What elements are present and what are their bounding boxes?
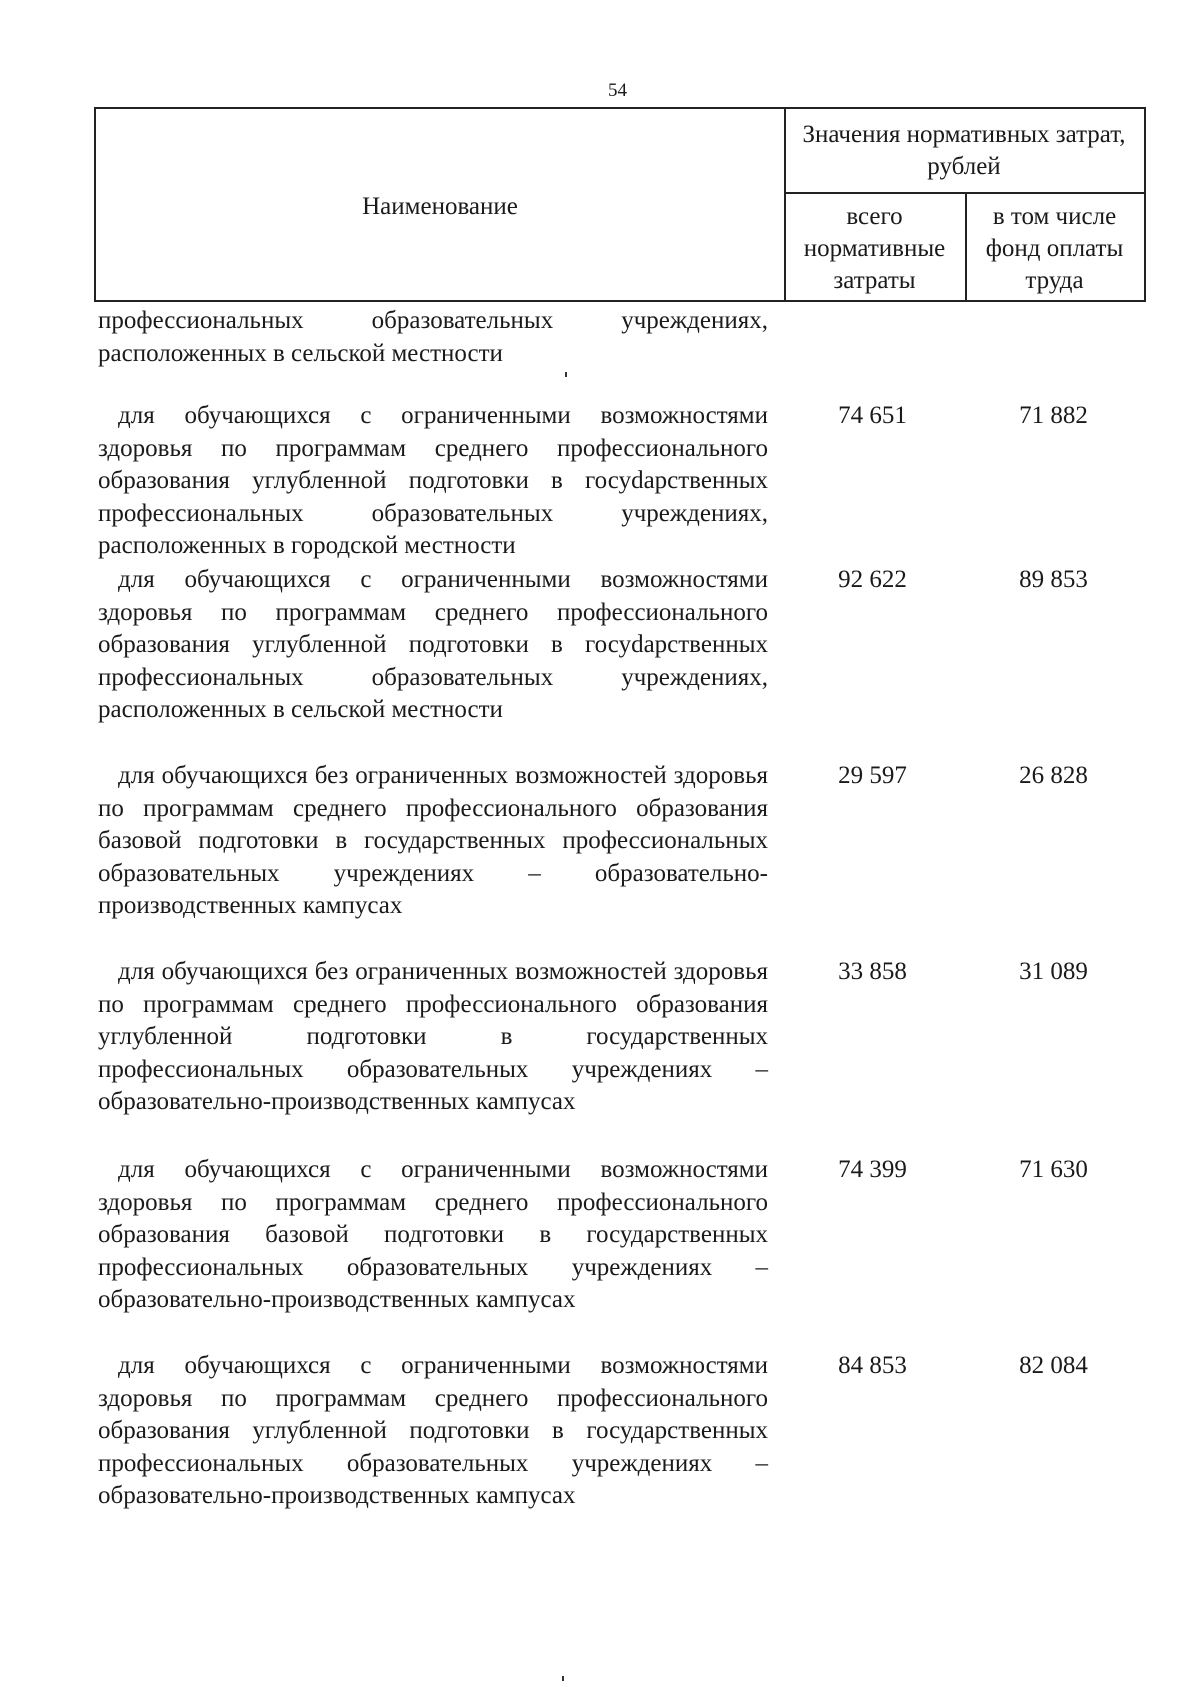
row-wages: 71 882: [1019, 402, 1088, 429]
row-wages: 71 630: [1019, 1156, 1088, 1183]
row-total: 74 651: [838, 402, 907, 429]
row-wages: 89 853: [1019, 566, 1088, 593]
row-total: 29 597: [838, 762, 907, 789]
row-name: для обучающихся с ограниченными возможностями здоровья по программам среднего профессионального образования углубленной подготовки в госуdарственных профессиональных образовательных учреждениях, расположенных в сельской местности: [98, 566, 768, 723]
row-name: для обучающихся с ограниченными возможностями здоровья по программам среднего профессионального образования углубленной подготовки в госуdарственных профессиональных образовательных учреждениях, расположенных в городской местности: [98, 402, 768, 559]
row-wages: 31 089: [1019, 958, 1088, 985]
row-name: для обучающихся без ограниченных возможностей здоровья по программам среднего профессионального образования базовой подготовки в государственных профессиональных образовательных учреждениях – образовательно-производственных кампусах: [98, 762, 768, 919]
row-name: для обучающихся с ограниченными возможностями здоровья по программам среднего профессионального образования базовой подготовки в государственных профессиональных образовательных учреждениях – образовательно-производственных кампусах: [98, 1156, 768, 1313]
row-total: 92 622: [838, 566, 907, 593]
row-total: 84 853: [838, 1352, 907, 1379]
row-name: для обучающихся без ограниченных возможностей здоровья по программам среднего профессионального образования углубленной подготовки в государственных профессиональных образовательных учреждениях – образовательно-производственных кампусах: [98, 958, 768, 1115]
table-header: [94, 107, 1146, 302]
row-wages: 26 828: [1019, 762, 1088, 789]
header-name-column: Наименование: [362, 193, 518, 220]
row-wages: 82 084: [1019, 1352, 1088, 1379]
row-total: 33 858: [838, 958, 907, 985]
header-wages-column: в том числе фонд оплаты труда: [985, 203, 1124, 294]
row-name: профессиональных образовательных учреждениях, расположенных в сельской местности: [98, 307, 768, 367]
scan-speck: [565, 372, 567, 377]
scan-speck: [562, 1676, 564, 1681]
row-name: для обучающихся с ограниченными возможностями здоровья по программам среднего профессионального образования углубленной подготовки в государственных профессиональных образовательных учреждениях – образовательно-производственных кампусах: [98, 1352, 768, 1509]
header-divider: [784, 192, 1144, 194]
row-total: 74 399: [838, 1156, 907, 1183]
page-number: 54: [608, 80, 627, 101]
header-total-column: всего нормативные затраты: [803, 203, 946, 294]
header-values-group: Значения нормативных затрат, рублей: [802, 121, 1126, 180]
